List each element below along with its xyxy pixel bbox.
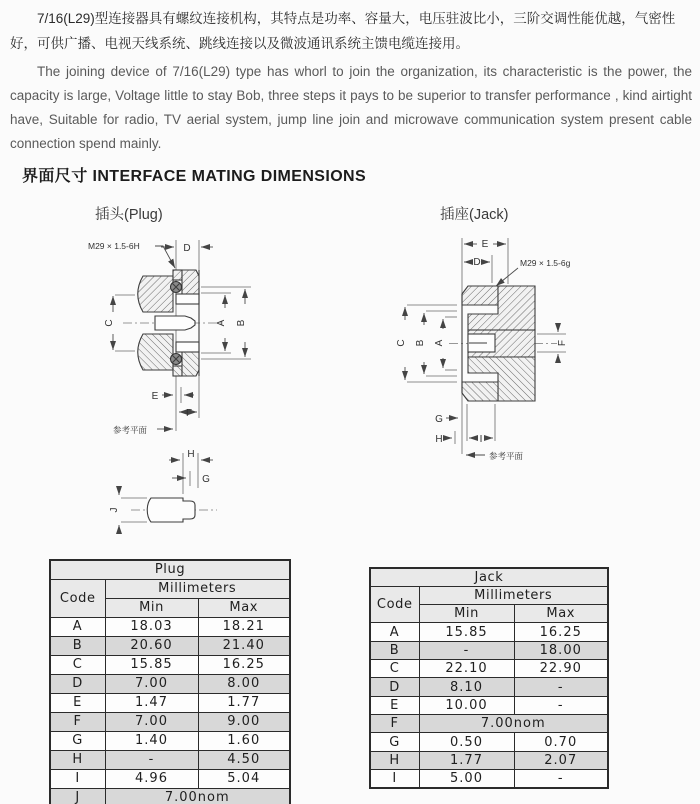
plug-ref-plane-label: 参考平面 [113, 425, 148, 435]
plug-outer-conductor-upper [176, 294, 199, 304]
jack-dim-d: D [473, 257, 481, 268]
jack-ref-plane-label: 参考平面 [489, 451, 524, 461]
plug-pin-detail-drawing [85, 446, 350, 541]
table-row: I 4.96 5.04 [50, 769, 290, 788]
plug-shell-upper [138, 276, 173, 312]
table-row: C 15.85 16.25 [50, 655, 290, 674]
table-row [50, 579, 290, 598]
pin-body [147, 498, 195, 522]
jack-nut-upper [462, 286, 498, 305]
plug-dim-f: F [185, 408, 193, 419]
plug-dim-e: E [151, 391, 159, 402]
code-header: Code [50, 579, 105, 617]
table-row: G 1.40 1.60 [50, 731, 290, 750]
plug-center-pin [155, 316, 195, 330]
jack-dim-f: F [557, 339, 568, 347]
jack-dim-b: B [415, 339, 426, 347]
table-row: A 15.85 16.25 [370, 623, 608, 641]
table-row: E 10.00 - [370, 696, 608, 714]
plug-drawing [85, 232, 350, 444]
jack-dim-c: C [396, 339, 407, 347]
table-row: J 7.00nom [50, 788, 290, 804]
code-header: Code [370, 586, 419, 623]
table-row: C 22.10 22.90 [370, 660, 608, 678]
table-row: B 20.60 21.40 [50, 636, 290, 655]
table-row: G 0.50 0.70 [370, 733, 608, 751]
min-header: Min [419, 605, 514, 623]
table-row: E 1.47 1.77 [50, 693, 290, 712]
intro-paragraph-en: The joining device of 7/16(L29) type has whorl to join the organization, its characteristic is the power, the capacity is large, Voltage little to stay Bob, three steps it pays to be superior to transfer performance , kind airtight have, Suitable for radio, TV aerial system, jump line join and microwave communication system present cable connection spend mainly. [10, 64, 692, 151]
section-title [22, 163, 366, 186]
table-row [370, 586, 608, 604]
pin-dim-g: G [202, 474, 210, 485]
jack-dim-i: I [479, 434, 483, 445]
plug-thread-leader [155, 246, 175, 268]
jack-dim-a: A [434, 339, 445, 347]
section-title-en: INTERFACE MATING DIMENSIONS [92, 168, 367, 185]
table-row: F 7.00 9.00 [50, 712, 290, 731]
plug-table-title: Plug [50, 560, 290, 579]
pin-dim-h: H [187, 449, 195, 460]
table-row: B - 18.00 [370, 641, 608, 659]
plug-nut-upper [182, 270, 199, 294]
plug-outer-conductor-lower [176, 342, 199, 352]
jack-dim-g: G [435, 414, 443, 425]
table-row: F 7.00nom [370, 715, 608, 733]
jack-dimensions-table [369, 567, 609, 789]
table-row: D 8.10 - [370, 678, 608, 696]
jack-thread-label: M29 × 1.5-6g [520, 258, 571, 268]
jack-drawing [395, 228, 680, 468]
section-title-zh: 界面尺寸 [22, 168, 88, 185]
table-row: A 18.03 18.21 [50, 617, 290, 636]
intro-paragraph-zh: 7/16(L29)型连接器具有螺纹连接机构，其特点是功率、容量大，电压驻波比小，三阶交调性能优越，气密性好，可供广播、电视天线系统、跳线连接以及微波通讯系统主馈电缆连接用。 [10, 11, 676, 51]
jack-figure-label: 插座(Jack) [440, 207, 509, 223]
table-row: I 5.00 - [370, 770, 608, 788]
max-header: Max [514, 605, 608, 623]
max-header: Max [198, 598, 290, 617]
plug-dim-c: C [104, 319, 115, 327]
plug-nut-lower [182, 352, 199, 376]
plug-dim-a: A [216, 319, 227, 327]
table-row: D 7.00 8.00 [50, 674, 290, 693]
unit-header: Millimeters [105, 579, 290, 598]
jack-thread-leader [496, 268, 518, 286]
plug-figure-label: 插头(Plug) [95, 207, 163, 223]
jack-table-title: Jack [370, 568, 608, 586]
table-row [370, 568, 608, 586]
pin-dim-j: J [109, 507, 120, 513]
min-header: Min [105, 598, 198, 617]
jack-dim-h: H [435, 434, 443, 445]
plug-dimensions-table [49, 559, 291, 804]
jack-dim-e: E [481, 239, 489, 250]
table-row: H - 4.50 [50, 750, 290, 769]
plug-dim-b: B [236, 319, 247, 327]
plug-shell-lower [138, 334, 173, 370]
plug-thread-label: M29 × 1.5-6H [88, 241, 140, 251]
table-row [50, 560, 290, 579]
unit-header: Millimeters [419, 586, 608, 604]
jack-nut-lower [462, 382, 498, 401]
plug-dim-d: D [183, 243, 191, 254]
table-row: H 1.77 2.07 [370, 751, 608, 769]
